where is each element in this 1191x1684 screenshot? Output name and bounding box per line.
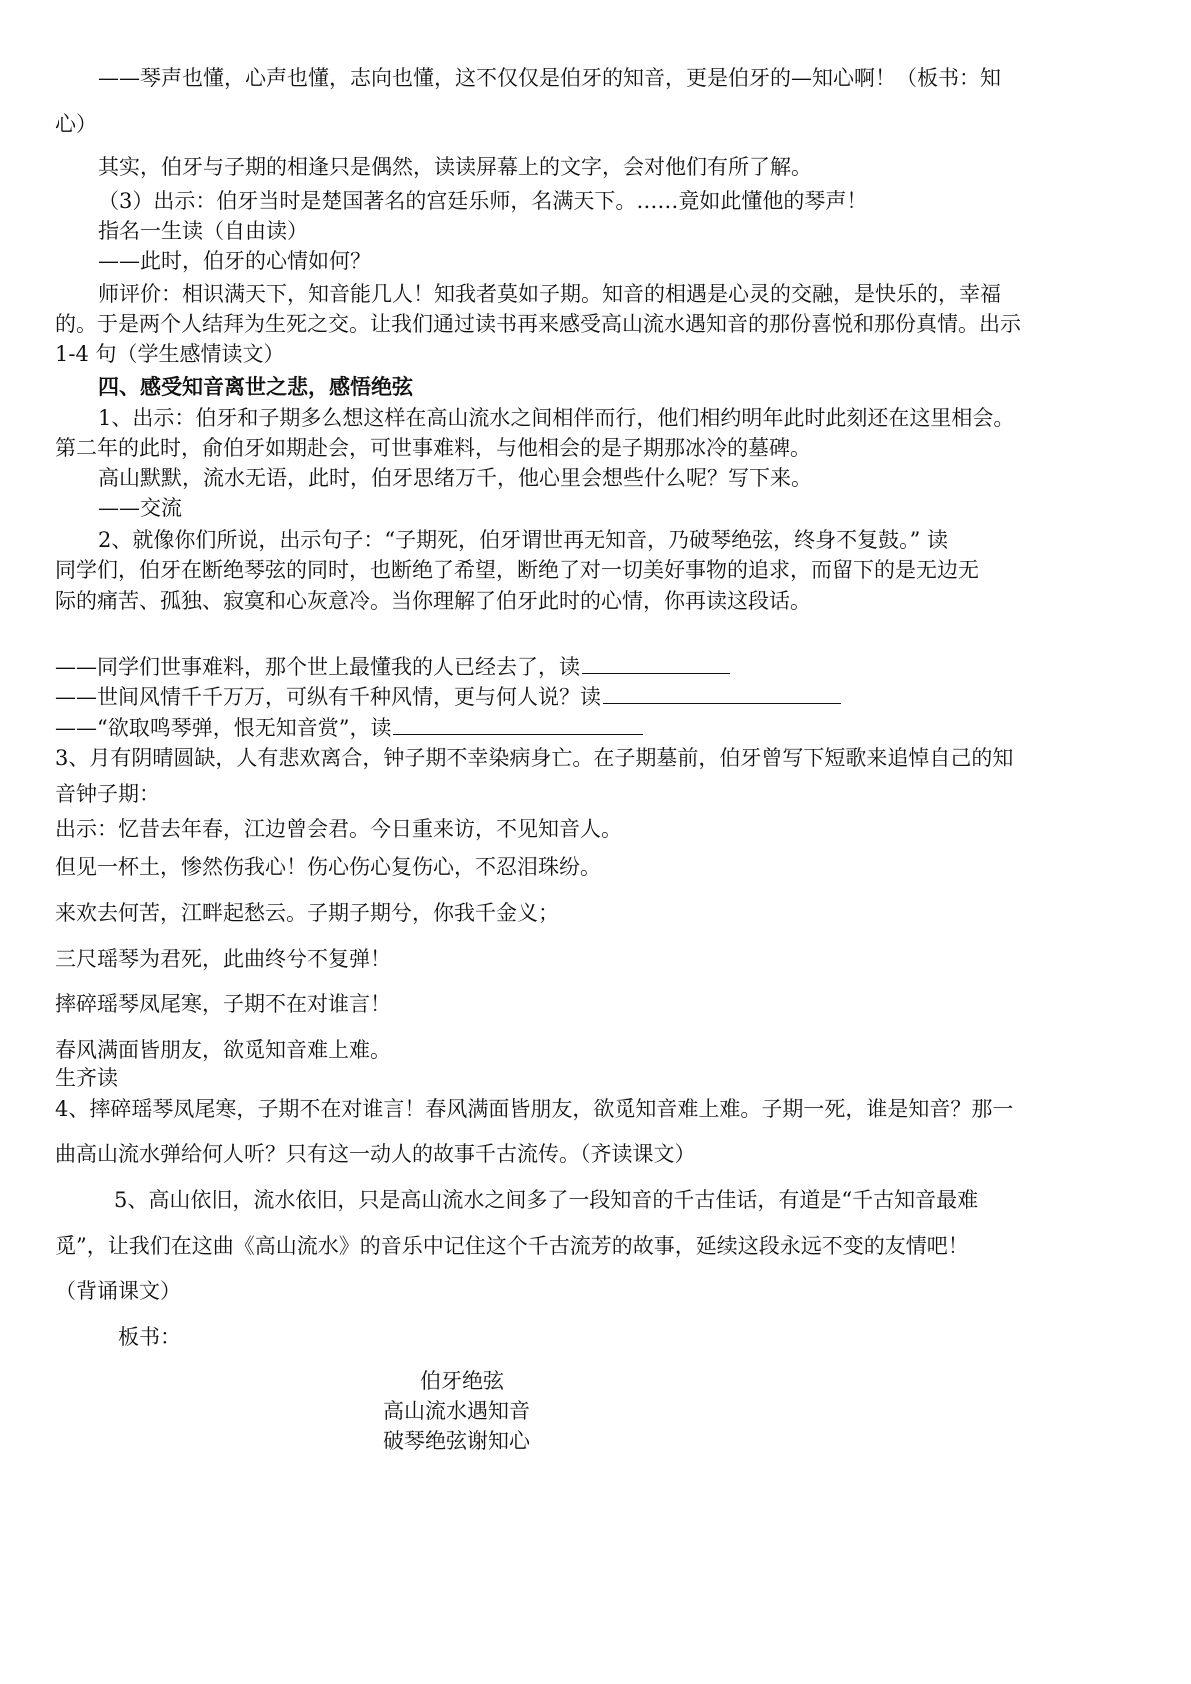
fill-blank (582, 655, 730, 674)
text-line: ——交流 (98, 496, 182, 520)
text-line: 1、出示：伯牙和子期多么想这样在高山流水之间相伴而行，他们相约明年此时此刻还在这里相会。 (98, 406, 1015, 430)
text-line: 2、就像你们所说，出示句子：“子期死，伯牙谓世再无知音，乃破琴绝弦，终身不复鼓。” 读 (98, 528, 949, 552)
text-line: 曲高山流水弹给何人听？只有这一动人的故事千古流传。（齐读课文） (55, 1142, 696, 1166)
section-heading: 四、感受知音离世之悲，感悟绝弦 (98, 374, 413, 399)
text-line: 3、月有阴晴圆缺，人有悲欢离合，钟子期不幸染病身亡。在子期墓前，伯牙曾写下短歌来追悼自己的知 (55, 746, 1014, 770)
text-line: 出示：忆昔去年春，江边曾会君。今日重来访，不见知音人。 (55, 817, 622, 841)
text-line: 同学们，伯牙在断绝琴弦的同时，也断绝了希望，断绝了对一切美好事物的追求，而留下的是无边无 (55, 558, 979, 582)
text-line: ——琴声也懂，心声也懂，志向也懂，这不仅仅是伯牙的知音，更是伯牙的—知心啊！（板书：知 (98, 66, 1001, 90)
text-line: ——此时，伯牙的心情如何？ (98, 249, 371, 273)
fill-blank (393, 716, 643, 735)
text-line: 指名一生读（自由读） (98, 219, 308, 243)
text-line: 师评价：相识满天下，知音能几人！知我者莫如子期。知音的相遇是心灵的交融，是快乐的，幸福 (98, 282, 1001, 306)
text-line: （3）出示：伯牙当时是楚国著名的宫廷乐师，名满天下。……竟如此懂他的琴声！ (98, 189, 868, 213)
text-line (55, 685, 841, 708)
board-title: 伯牙绝弦 (420, 1369, 504, 1393)
text-line: 音钟子期： (55, 782, 160, 806)
text-line: 摔碎瑶琴凤尾寒，子期不在对谁言！ (55, 992, 391, 1016)
board-line: 高山流水遇知音 (383, 1399, 530, 1423)
text-line (55, 655, 730, 678)
text-line: 三尺瑶琴为君死，此曲终兮不复弹！ (55, 947, 391, 971)
text-line: 心） (55, 112, 97, 136)
text-line: 其实，伯牙与子期的相逢只是偶然，读读屏幕上的文字，会对他们有所了解。 (98, 155, 812, 179)
text-line: 但见一杯土，惨然伤我心！伤心伤心复伤心，不忍泪珠纷。 (55, 855, 601, 879)
prompt-text: ——世间风情千千万万，可纵有千种风情，更与何人说？读 (55, 685, 601, 709)
text-line: 5、高山依旧，流水依旧，只是高山流水之间多了一段知音的千古佳话，有道是“千古知音最难 (114, 1188, 979, 1212)
board-line: 破琴绝弦谢知心 (383, 1429, 530, 1453)
prompt-text: ——同学们世事难料，那个世上最懂我的人已经去了，读 (55, 655, 580, 679)
text-line: 觅”，让我们在这曲《高山流水》的音乐中记住这个千古流芳的故事，延续这段永远不变的友情吧！ (55, 1234, 969, 1258)
text-line: 1-4 句（学生感情读文） (55, 342, 285, 366)
text-line: 际的痛苦、孤独、寂寞和心灰意冷。当你理解了伯牙此时的心情，你再读这段话。 (55, 589, 811, 613)
text-line: 春风满面皆朋友，欲觅知音难上难。 (55, 1038, 391, 1062)
text-line: 的。于是两个人结拜为生死之交。让我们通过读书再来感受高山流水遇知音的那份喜悦和那份真情。出示 (55, 312, 1021, 336)
fill-blank (603, 685, 841, 704)
text-line (55, 716, 643, 739)
text-line: 生齐读 (55, 1066, 118, 1090)
text-line: 来欢去何苦，江畔起愁云。子期子期兮，你我千金义； (55, 901, 559, 925)
text-line: 第二年的此时，俞伯牙如期赴会，可世事难料，与他相会的是子期那冰冷的墓碑。 (55, 436, 811, 460)
text-line: （背诵课文） (55, 1279, 181, 1303)
prompt-text: ——“欲取鸣琴弹，恨无知音赏”，读 (55, 716, 392, 740)
text-line: 高山默默，流水无语，此时，伯牙思绪万千，他心里会想些什么呢？写下来。 (98, 466, 812, 490)
text-line: 4、摔碎瑶琴凤尾寒，子期不在对谁言！春风满面皆朋友，欲觅知音难上难。子期一死，谁是知音？那一 (55, 1097, 1014, 1121)
board-label: 板书： (118, 1325, 181, 1349)
